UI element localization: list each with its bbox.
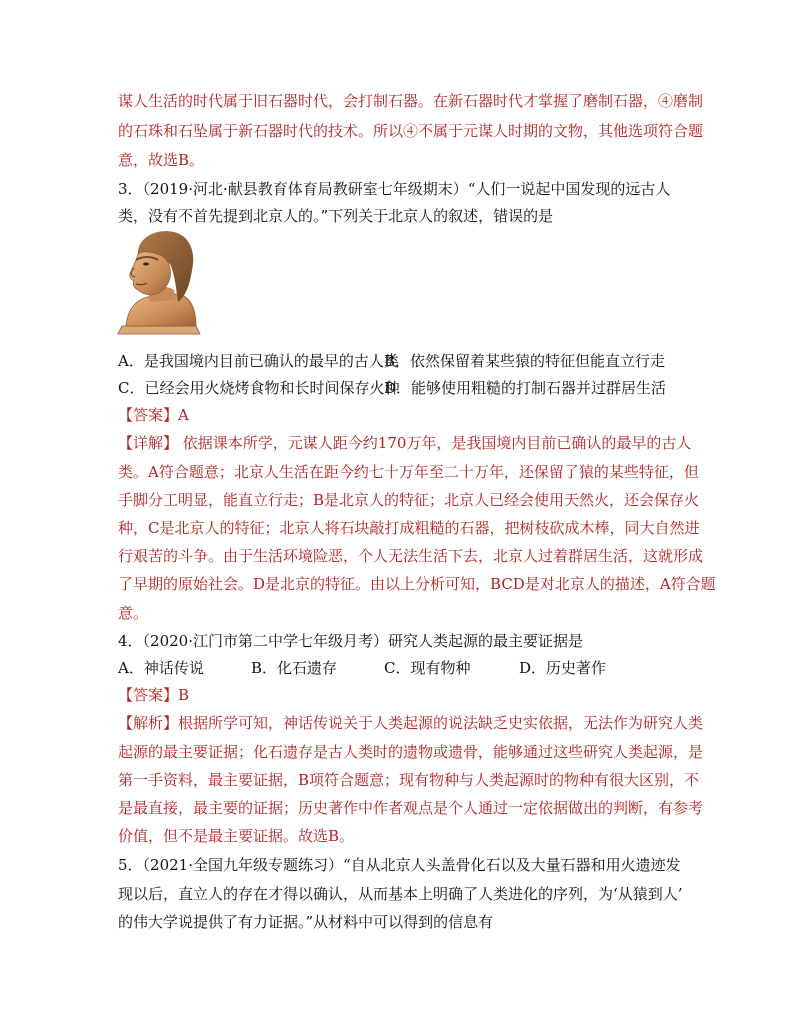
q3-stem-line-2: 类，没有不首先提到北京人的。”下列关于北京人的叙述，错误的是 xyxy=(118,207,554,225)
q3-detail-line-7: 意。 xyxy=(118,604,149,622)
q3-answer: 【答案】A xyxy=(118,406,189,424)
q3-detail-line-1: 【详解】 依据课本所学，元谋人距今约170万年，是我国境内目前已确认的最早的古人 xyxy=(118,434,692,452)
q3-stem-line-1: 3．（2019·河北·献县教育体育局教研室七年级期末）“人们一说起中国发现的远古人 xyxy=(118,180,671,198)
q3-detail-line-5: 行艰苦的斗争。由于生活环境险恶，个人无法生活下去，北京人过着群居生活，这就形成 xyxy=(118,547,704,565)
q3-detail-line-6: 了早期的原始社会。D是北京的特征。由以上分析可知，BCD是对北京人的描述，A符合题 xyxy=(118,575,716,593)
q3-option-a: A．是我国境内目前已确认的最早的古人类 xyxy=(118,352,399,370)
q5-stem-line-1: 5．（2021·全国九年级专题练习）“自从北京人头盖骨化石以及大量石器和用火遗迹发 xyxy=(118,856,681,874)
q5-stem-line-2: 现以后，直立人的存在才得以确认，从而基本上明确了人类进化的序列，为‘从猿到人’ xyxy=(118,885,683,903)
q5-stem-line-3: 的伟大学说提供了有力证据。”从材料中可以得到的信息有 xyxy=(118,913,494,931)
q3-option-c: C．已经会用火烧烤食物和长时间保存火种 xyxy=(118,379,400,397)
q2-analysis-line-3: 意，故选B。 xyxy=(118,151,205,169)
q4-analysis-line-1: 【解析】根据所学可知，神话传说关于人类起源的说法缺乏史实依据，无法作为研究人类 xyxy=(118,714,704,732)
q4-option-d: D．历史著作 xyxy=(519,659,607,677)
q4-option-b: B．化石遗存 xyxy=(251,659,338,677)
q4-option-a: A．神话传说 xyxy=(118,659,204,677)
q2-analysis-line-2: 的石珠和石坠属于新石器时代的技术。所以④不属于元谋人时期的文物，其他选项符合题 xyxy=(118,122,704,140)
q4-analysis-line-5: 价值，但不是最主要证据。故选B。 xyxy=(118,827,355,845)
q4-stem: 4．（2020·江门市第二中学七年级月考）研究人类起源的最主要证据是 xyxy=(118,632,583,650)
q4-option-c: C．现有物种 xyxy=(384,659,471,677)
q2-analysis-line-1: 谋人生活的时代属于旧石器时代，会打制石器。在新石器时代才掌握了磨制石器，④磨制 xyxy=(118,92,704,110)
q3-detail-line-3: 手脚分工明显，能直立行走；B是北京人的特征；北京人已经会使用天然火，还会保存火 xyxy=(118,491,700,509)
q3-detail-line-4: 种，C是北京人的特征；北京人将石块敲打成粗糙的石器，把树枝砍成木棒，同大自然进 xyxy=(118,519,700,537)
q4-analysis-line-3: 第一手资料，最主要证据，B项符合题意；现有物种与人类起源时的物种有很大区别，不 xyxy=(118,771,700,789)
q4-analysis-line-2: 起源的最主要证据；化石遗存是古人类时的遗物或遗骨，能够通过这些研究人类起源，是 xyxy=(118,743,704,761)
q4-answer: 【答案】B xyxy=(118,686,190,704)
q3-option-b: B．依然保留着某些猿的特征但能直立行走 xyxy=(384,352,666,370)
q4-analysis-line-4: 是最直接，最主要的证据；历史著作中作者观点是个人通过一定依据做出的判断，有参考 xyxy=(118,799,704,817)
q3-detail-line-2: 类。A符合题意；北京人生活在距今约七十万年至二十万年，还保留了猿的某些特征，但 xyxy=(118,463,699,481)
q3-option-d: D．能够使用粗糙的打制石器并过群居生活 xyxy=(384,379,667,397)
peking-man-bust-image xyxy=(116,226,202,336)
